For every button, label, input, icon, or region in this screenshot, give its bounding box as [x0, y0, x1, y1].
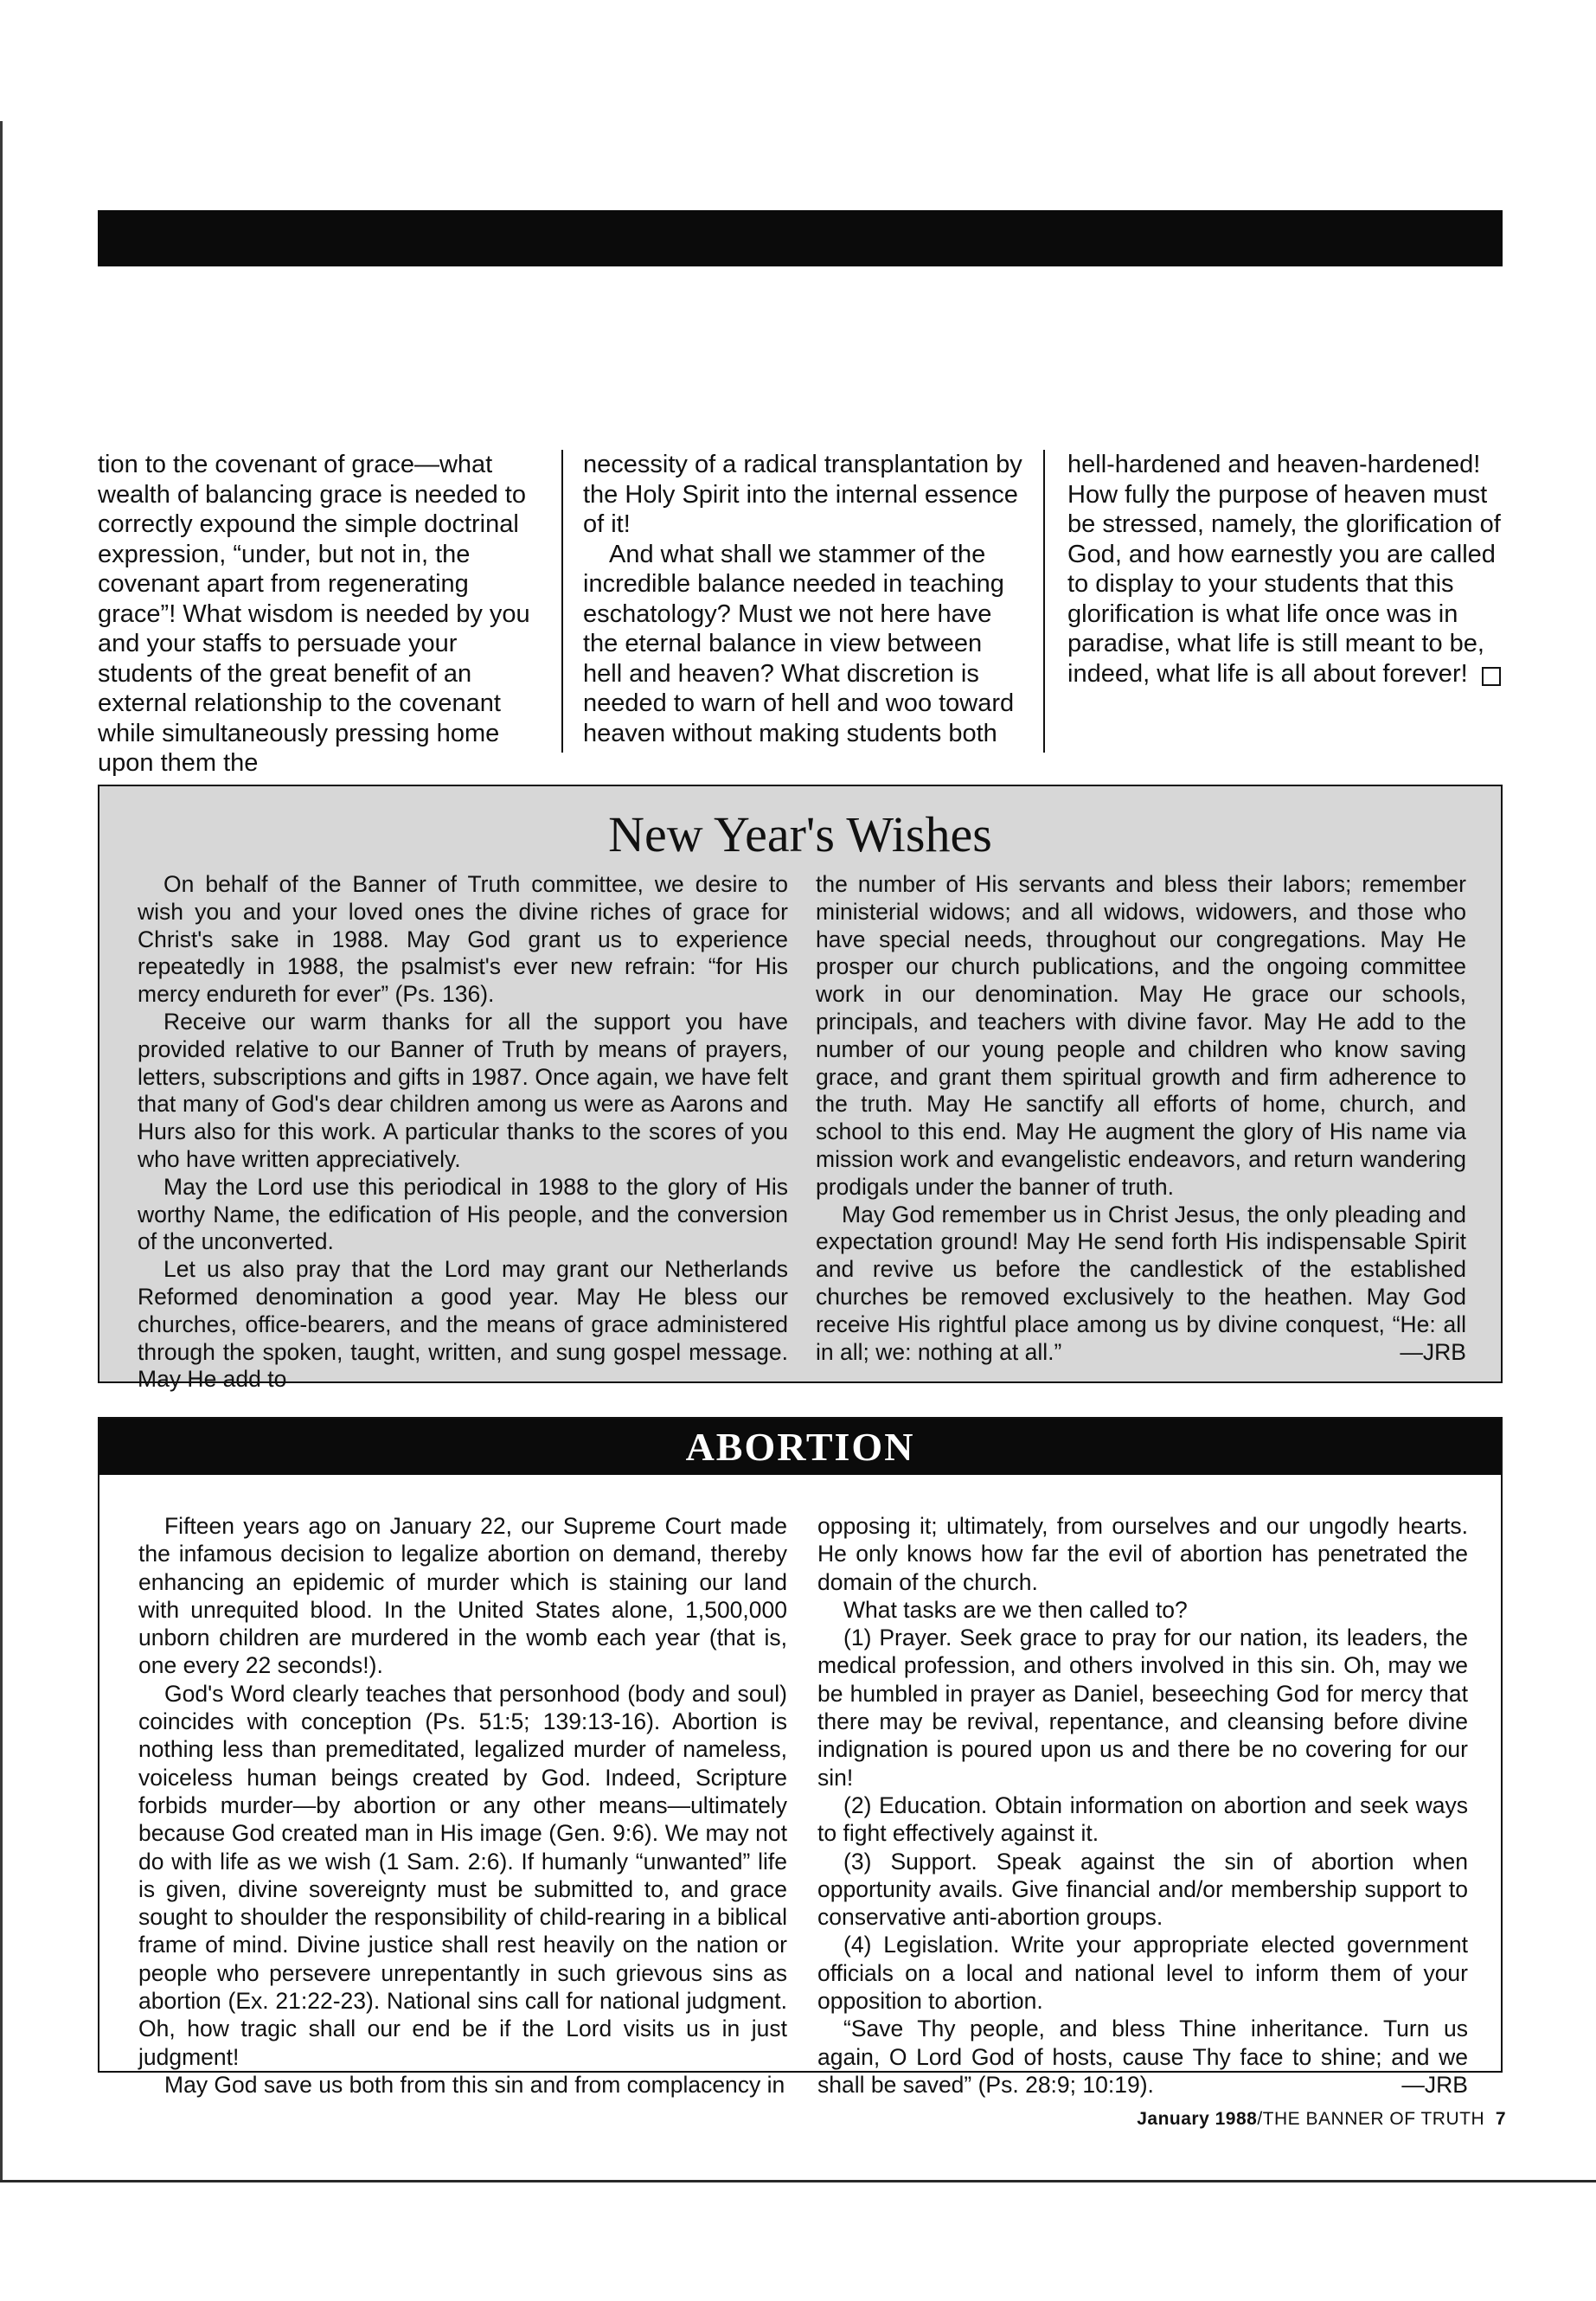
column-divider: [1043, 450, 1045, 753]
paragraph: What tasks are we then called to?: [843, 1596, 1188, 1623]
paragraph: On behalf of the Banner of Truth committee, we desire to wish you and your loved ones the divine riches of grace for Christ's sake in 1988. May God grant us to experience repeatedly in 1988, the psalmist's ever new refrain: “for His mercy endureth for ever” (Ps. 136).: [138, 871, 788, 1008]
paragraph: (3) Support. Speak against the sin of abortion when opportunity avails. Give financial and/or membership support to conservative anti-abortion groups.: [817, 1848, 1468, 1931]
text-column-left: [138, 871, 788, 1394]
paragraph: Fifteen years ago on January 22, our Supreme Court made the infamous decision to legalize abortion on demand, thereby enhancing an epidemic of murder which is staining our land with unrequited blood. In the United States alone, 1,500,000 unborn children are murdered in the womb each year (that is, one every 22 seconds!).: [138, 1513, 787, 1679]
page-number: 7: [1495, 2109, 1506, 2129]
scan-bottom-line: [0, 2180, 1596, 2182]
scan-margin-line: [0, 121, 3, 2180]
paragraph: And what shall we stammer of the incredible balance needed in teaching eschatology? Must we not here have the eternal balance in view between hell and heaven? What discretion is needed to warn of hell and woo toward heaven without making students both: [583, 540, 1015, 747]
text-column-left: [138, 1512, 787, 2099]
text-column-1: [98, 450, 539, 779]
paragraph: [816, 1202, 1466, 1367]
text-column-3: [1067, 450, 1503, 689]
paragraph-text: hell-hardened and heaven-hardened! How fully the purpose of heaven must be stressed, namely, the glorification of God, and how earnestly you are called to display to your students that this glorification is what life once was in paradise, what life is still meant to be, indeed, what life is all about forever!: [1067, 451, 1501, 688]
paragraph: the number of His servants and bless their labors; remember ministerial widows; and all widows, widowers, and those who have special needs, throughout our congregations. May He prosper our church publications, and the ongoing committee work in our denomination. May He grace our schools, principals, and teachers with divine favor. May He add to the number of our young people and children who know saving grace, and grant them spiritual growth and firm adherence to the truth. May He sanctify all efforts of home, church, and school to this end. May He augment the glory of His name via mission work and evangelistic endeavors, and return wandering prodigals under the banner of truth.: [816, 871, 1466, 1200]
signature: —JRB: [1400, 1338, 1466, 1365]
abortion-box: [98, 1417, 1503, 2098]
paragraph: opposing it; ultimately, from ourselves and our ungodly hearts. He only knows how far the evil of abortion has penetrated the domain of the church.: [817, 1513, 1468, 1595]
paragraph: May God save us both from this sin and from complacency in: [164, 2071, 785, 2098]
paragraph: (4) Legislation. Write your appropriate elected government officials on a local and national level to inform them of your opposition to abortion.: [817, 1932, 1468, 2015]
paragraph: (2) Education. Obtain information on abortion and seek ways to fight effectively against it.: [817, 1791, 1468, 1847]
page-footer: [1137, 2109, 1506, 2130]
paragraph: [1067, 450, 1503, 689]
footer-publication: /THE BANNER OF TRUTH: [1257, 2109, 1485, 2129]
footer-date: January 1988: [1137, 2109, 1258, 2129]
section-title: New Year's Wishes: [608, 806, 992, 862]
new-years-wishes-box: [98, 785, 1503, 1393]
header-band: [98, 210, 1503, 266]
paragraph: May the Lord use this periodical in 1988 to the glory of His worthy Name, the edification of His people, and the conversion of the unconverted.: [138, 1173, 788, 1255]
paragraph: Receive our warm thanks for all the support you have provided relative to our Banner of Truth by means of prayers, letters, subscriptions and gifts in 1987. Once again, we have felt that many of God's dear children among us were as Aarons and Hurs also for this work. A particular thanks to the scores of you who have written appreciatively.: [138, 1008, 788, 1172]
paragraph: [817, 2015, 1468, 2099]
paragraph: God's Word clearly teaches that personhood (body and soul) coincides with conception (Ps. 51:5; 139:13-16). Abortion is nothing less than premeditated, legalized murder of nameless, voiceless human beings created by God. Indeed, Scripture forbids murder—by abortion or any other means—ultimately because God created man in His image (Gen. 9:6). We may not do with life as we wish (1 Sam. 2:6). If humanly “unwanted” life is given, divine sovereignty must be submitted to, and grace sought to shoulder the responsibility of child-rearing in a biblical frame of mind. Divine justice shall rest heavily on the nation or people who persevere unrepentantly in such grievous sins as abortion (Ex. 21:22-23). National sins call for national judgment. Oh, how tragic shall our end be if the Lord visits us in just judgment!: [138, 1680, 787, 2070]
text-column-right: [817, 1512, 1468, 2099]
end-mark-icon: [1482, 667, 1501, 686]
paragraph-text: May God remember us in Christ Jesus, the only pleading and expectation ground! May He send forth His indispensable Spirit and revive us before the candlestick of the established churches be removed exclusively to the heathen. May God receive His rightful place among us by divine conquest, “He: all in all; we: nothing at all.”: [816, 1201, 1466, 1365]
section-heading: ABORTION: [99, 1419, 1501, 1475]
paragraph-text: “Save Thy people, and bless Thine inheritance. Turn us again, O Lord God of hosts, cause Thy face to shine; and we shall be saved” (Ps. 28:9; 10:19).: [817, 2016, 1468, 2098]
column-divider: [561, 450, 563, 753]
article-continuation: [98, 450, 1503, 777]
text-column-right: [816, 871, 1466, 1366]
paragraph: tion to the covenant of grace—what wealth of balancing grace is needed to correctly expound the simple doctrinal expression, “under, but not in, the covenant apart from regenerating grace”! What wisdom is needed by you and your staffs to persuade your students of the great benefit of an external relationship to the covenant while simultaneously pressing home upon them the: [98, 451, 530, 777]
paragraph: (1) Prayer. Seek grace to pray for our nation, its leaders, the medical profession, and others involved in this sin. Oh, may we be humbled in prayer as Daniel, beseeching God for mercy that there may be revival, repentance, and cleansing before divine indignation is poured upon us and there be no covering for our sin!: [817, 1625, 1468, 1791]
paragraph: necessity of a radical transplantation by the Holy Spirit into the internal essence of it!: [583, 451, 1022, 538]
paragraph: Let us also pray that the Lord may grant our Netherlands Reformed denomination a good year. May He bless our churches, office-bearers, and the means of grace administered through the spoken, taught, written, and sung gospel message. May He add to: [138, 1256, 788, 1393]
signature: —JRB: [1401, 2071, 1468, 2098]
text-column-2: [583, 450, 1024, 748]
